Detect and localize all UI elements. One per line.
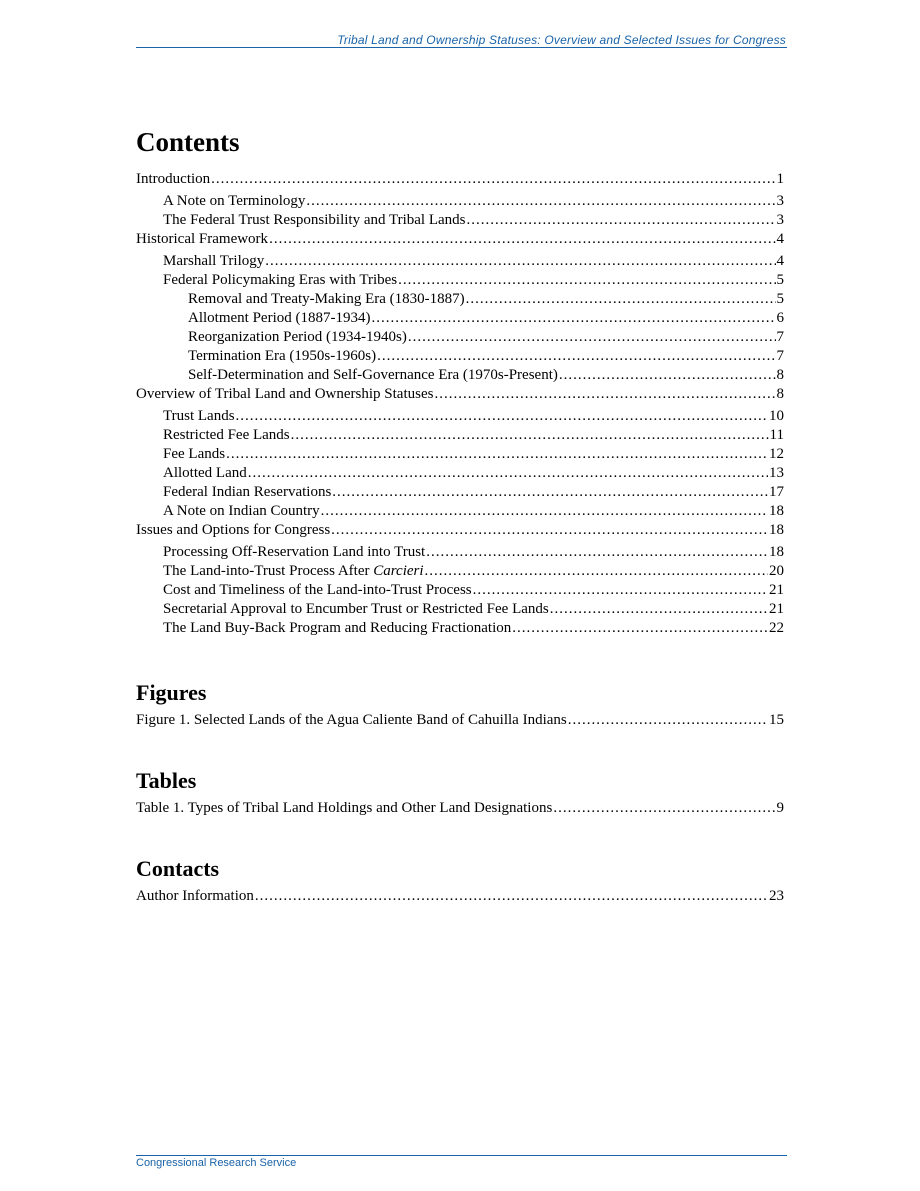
toc-entry-page: 8 — [776, 367, 784, 383]
toc-entry-label: Historical Framework — [136, 231, 269, 247]
footer-text: Congressional Research Service — [136, 1157, 297, 1169]
toc-entry-label: Federal Policymaking Eras with Tribes — [163, 272, 398, 288]
toc-entry[interactable] — [136, 309, 784, 328]
toc-entry-page: 21 — [769, 601, 784, 617]
toc-entry[interactable] — [136, 230, 784, 249]
toc-entry-page: 18 — [769, 544, 784, 560]
toc-entry[interactable] — [136, 619, 784, 638]
toc-content — [136, 124, 784, 906]
toc-entry-label: The Land-into-Trust Process After Carcieri — [163, 563, 424, 579]
toc-entry-label: Introduction — [136, 171, 211, 187]
running-header: Tribal Land and Ownership Statuses: Overview and Selected Issues for Congress — [337, 33, 786, 47]
toc-entry[interactable] — [136, 464, 784, 483]
toc-entry-label: Issues and Options for Congress — [136, 522, 331, 538]
toc-entry[interactable] — [136, 347, 784, 366]
toc-entry-page: 4 — [776, 231, 784, 247]
table-entry-page: 9 — [776, 800, 784, 816]
toc-entry-label: Cost and Timeliness of the Land-into-Trust Process — [163, 582, 472, 598]
toc-entry-page: 1 — [776, 171, 784, 187]
toc-entry-label: Federal Indian Reservations — [163, 484, 332, 500]
figures-heading: Figures — [136, 680, 207, 705]
toc-entry[interactable] — [136, 521, 784, 540]
table-entry-label: Table 1. Types of Tribal Land Holdings and Other Land Designations — [136, 800, 553, 816]
toc-entry[interactable] — [136, 426, 784, 445]
toc-entry[interactable] — [136, 290, 784, 309]
toc-entry-label: The Federal Trust Responsibility and Tribal Lands — [163, 212, 466, 228]
toc-entry[interactable] — [136, 366, 784, 385]
figure-entry-label: Figure 1. Selected Lands of the Agua Caliente Band of Cahuilla Indians — [136, 712, 567, 728]
toc-entry-page: 4 — [776, 253, 784, 269]
tables-heading: Tables — [136, 768, 197, 793]
toc-entry-label: Overview of Tribal Land and Ownership Statuses — [136, 386, 434, 402]
toc-entry[interactable] — [136, 170, 784, 189]
toc-entry-page: 18 — [769, 503, 784, 519]
contact-entry[interactable] — [136, 887, 784, 906]
toc-entry-page: 3 — [776, 212, 784, 228]
toc-entry-page: 3 — [776, 193, 784, 209]
toc-entry[interactable] — [136, 252, 784, 271]
toc-entry-page: 7 — [776, 348, 784, 364]
toc-entry-label: Termination Era (1950s-1960s) — [188, 348, 377, 364]
toc-entry-page: 5 — [776, 291, 784, 307]
figure-entry-page: 15 — [769, 712, 784, 728]
table-entry[interactable] — [136, 799, 784, 818]
toc-entry[interactable] — [136, 271, 784, 290]
toc-entry[interactable] — [136, 445, 784, 464]
toc-entry-page: 5 — [776, 272, 784, 288]
figure-entry[interactable] — [136, 711, 784, 730]
toc-entry-label: Secretarial Approval to Encumber Trust or Restricted Fee Lands — [163, 601, 549, 617]
toc-entry[interactable] — [136, 407, 784, 426]
toc-entry-label: A Note on Indian Country — [163, 503, 320, 519]
toc-entry-label: A Note on Terminology — [163, 193, 306, 209]
toc-entry-page: 7 — [776, 329, 784, 345]
toc-entry-label: Marshall Trilogy — [163, 253, 265, 269]
toc-entry[interactable] — [136, 483, 784, 502]
toc-entry-page: 20 — [769, 563, 784, 579]
toc-entry[interactable] — [136, 192, 784, 211]
toc-entry-label: Self-Determination and Self-Governance Era (1970s-Present) — [188, 367, 558, 383]
toc-entry-label: Processing Off-Reservation Land into Trust — [163, 544, 426, 560]
toc-entry-page: 11 — [769, 427, 784, 443]
toc-entry-label: Allotment Period (1887-1934) — [188, 310, 371, 326]
toc-entry[interactable] — [136, 600, 784, 619]
toc-entry-page: 21 — [769, 582, 784, 598]
toc-entry[interactable] — [136, 502, 784, 521]
toc-entry-page: 12 — [769, 446, 784, 462]
toc-entry-label: Restricted Fee Lands — [163, 427, 290, 443]
contact-entry-label: Author Information — [136, 888, 254, 904]
footer-rule — [136, 1155, 787, 1156]
toc-entry-label: The Land Buy-Back Program and Reducing Fractionation — [163, 620, 512, 636]
header-rule — [136, 47, 787, 48]
toc-entry-page: 8 — [776, 386, 784, 402]
contacts-heading: Contacts — [136, 856, 220, 881]
toc-entry-page: 13 — [769, 465, 784, 481]
toc-entry[interactable] — [136, 328, 784, 347]
toc-entry[interactable] — [136, 562, 784, 581]
toc-entry-label: Reorganization Period (1934-1940s) — [188, 329, 407, 345]
toc-entry-label: Fee Lands — [163, 446, 226, 462]
toc-entry-page: 6 — [776, 310, 784, 326]
toc-entry[interactable] — [136, 385, 784, 404]
toc-entry[interactable] — [136, 543, 784, 562]
toc-entry-page: 10 — [769, 408, 784, 424]
toc-entry-label: Allotted Land — [163, 465, 247, 481]
toc-entry-label: Removal and Treaty-Making Era (1830-1887) — [188, 291, 465, 307]
toc-entry-page: 18 — [769, 522, 784, 538]
contact-entry-page: 23 — [769, 888, 784, 904]
toc-entry[interactable] — [136, 211, 784, 230]
contents-heading: Contents — [136, 127, 240, 157]
toc-entry-label: Trust Lands — [163, 408, 235, 424]
toc-entry-page: 17 — [769, 484, 784, 500]
toc-entry-page: 22 — [769, 620, 784, 636]
toc-entry[interactable] — [136, 581, 784, 600]
